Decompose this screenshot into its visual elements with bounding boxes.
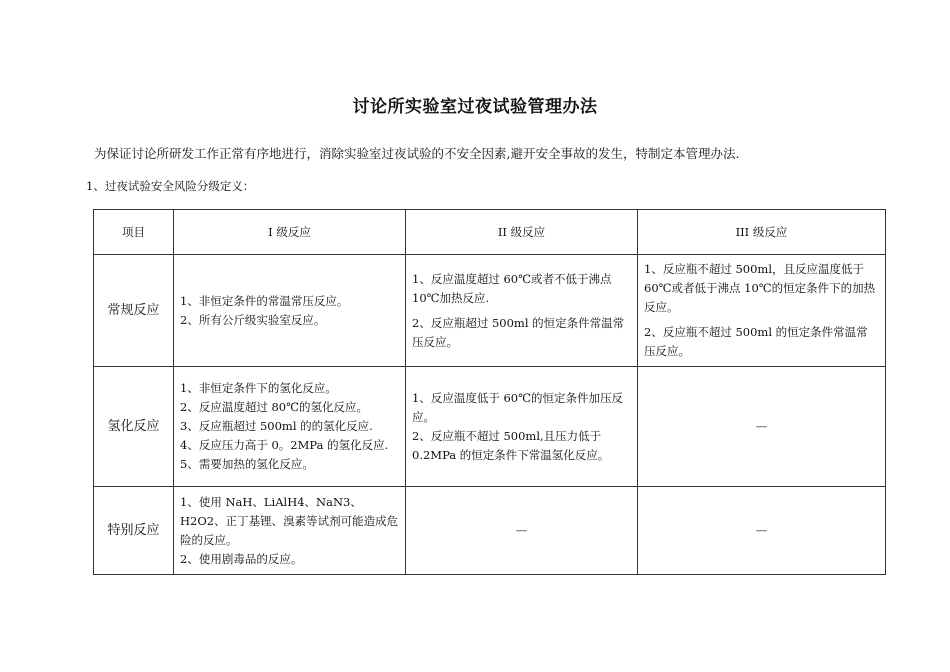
header-item: 项目 [94, 210, 174, 255]
cell-hydrogenation-level1 [174, 367, 406, 487]
cell-hydrogenation-level2 [406, 367, 638, 487]
cell-line: 1、非恒定条件的常温常压反应。 [180, 293, 349, 308]
header-level-2: II 级反应 [406, 210, 638, 255]
cell-line: 2、所有公斤级实验室反应。 [180, 312, 326, 327]
cell-regular-level1 [174, 255, 406, 367]
section-heading: 1、过夜试验安全风险分级定义： [86, 179, 255, 193]
page-title: 讨论所实验室过夜试验管理办法 [352, 97, 598, 117]
cell-line: 3、反应瓶超过 500ml 的的氢化反应. [180, 419, 373, 433]
cell-line: 4、反应压力高于 0。2MPa 的氢化反应. [180, 438, 389, 452]
table-row-special [94, 487, 886, 575]
cell-line: 2、使用剧毒品的反应。 [180, 551, 303, 566]
cell-line: 2、反应瓶不超过 500ml,且压力低于 0.2MPa 的恒定条件下常温氢化反应。 [412, 428, 610, 462]
table-row-hydrogenation [94, 367, 886, 487]
header-level-1: I 级反应 [174, 210, 406, 255]
cell-regular-level2 [406, 255, 638, 367]
table-header-row [94, 210, 886, 255]
cell-line: 1、使用 NaH、LiAlH4、NaN3、H2O2、正丁基锂、溴素等试剂可能造成危险的反应。 [180, 494, 399, 547]
cell-regular-level3 [638, 255, 886, 367]
cell-special-level2: — [406, 487, 638, 575]
row-label-hydrogenation: 氢化反应 [94, 367, 174, 487]
cell-line: 2、反应瓶不超过 500ml 的恒定条件常温常压反应。 [644, 325, 868, 358]
table-row-regular [94, 255, 886, 367]
cell-line: 1、反应瓶不超过 500ml，且反应温度低于 60℃或者低于沸点 10℃的恒定条件下的加热反应。 [644, 262, 876, 314]
cell-hydrogenation-level3: — [638, 367, 886, 487]
cell-line: 2、反应瓶超过 500ml 的恒定条件常温常压反应。 [412, 315, 625, 349]
cell-line: 1、反应温度低于 60℃的恒定条件加压反应。 [412, 390, 623, 424]
cell-line: 1、非恒定条件下的氢化反应。 [180, 381, 337, 395]
cell-special-level1 [174, 487, 406, 575]
intro-paragraph: 为保证讨论所研发工作正常有序地进行，消除实验室过夜试验的不安全因素,避开安全事故的发生，特制定本管理办法. [94, 146, 740, 161]
cell-line: 5、需要加热的氢化反应。 [180, 457, 314, 471]
row-label-regular: 常规反应 [94, 255, 174, 367]
cell-line: 2、反应温度超过 80℃的氢化反应。 [180, 400, 368, 414]
cell-line: 1、反应温度超过 60℃或者不低于沸点 10℃加热反应. [412, 271, 612, 305]
header-level-3: III 级反应 [638, 210, 886, 255]
row-label-special: 特别反应 [94, 487, 174, 575]
cell-special-level3: — [638, 487, 886, 575]
risk-level-table [93, 209, 886, 575]
